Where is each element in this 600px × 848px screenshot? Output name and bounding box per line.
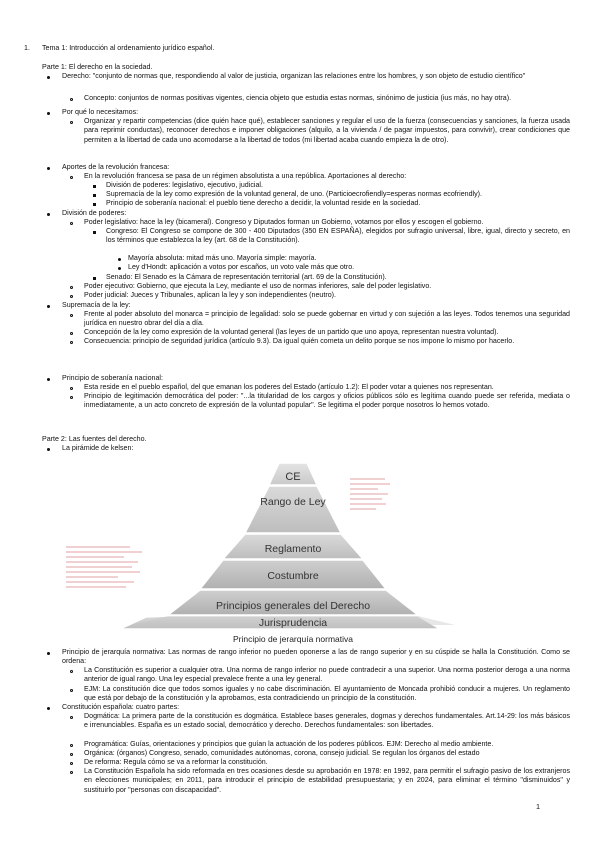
bullet (70, 98, 73, 101)
bullet (47, 652, 50, 655)
text-legislativo: Poder legislativo: hace la ley (bicameral). Congreso y Diputados forman un Gobierno, votamos por ellos y escogen el gobierno. (84, 218, 484, 226)
kelsen-pyramid (60, 455, 520, 645)
bullet (93, 277, 96, 280)
text-supremacia-3: Consecuencia: principio de seguridad jurídica (artículo 9.3). Da igual quién cometa un delito porque se nos impone lo mismo por hacerlo. (84, 337, 515, 345)
list-item: De reforma: Regula cómo se va a reformar la constitución. (84, 758, 268, 766)
text-soberania-2: Principio de legitimación democrática del poder: "...la titularidad de los cargos y oficios públicos sólo es legítima cuando puede ser referida, mediata o inmediatamente, a un acto concreto de expresión de la voluntad popular". Se legitima el poder porque nosotros lo hemos votado. (84, 392, 570, 410)
bullet (70, 689, 73, 692)
bullet (93, 185, 96, 188)
bullet (47, 167, 50, 170)
bullet (118, 258, 121, 261)
bullet (70, 670, 73, 673)
text-soberania-1: Esta reside en el pueblo español, del que emanan los poderes del Estado (artículo 1.2): El poder votar a quienes nos representan. (84, 383, 494, 391)
page-number: 1 (536, 802, 541, 811)
heading-division: División de poderes: (62, 209, 127, 217)
list-item: La Constitución Española ha sido reformada en tres ocasiones desde su aprobación en 1978: en 1992, para permitir el sufragio pasivo de los extranjeros en elecciones municipales; en 2011, para introducir el principio de estabilidad presupuestaria; y en 2024, para eliminar el término "disminuidos" y sustituirlo por "personas con discapacidad". (84, 767, 570, 794)
bullet (70, 716, 73, 719)
text-supremacia-1: Frente al poder absoluto del monarca = principio de legalidad: solo se puede gobernar en virtud y con sujeción a las leyes. Todos tenemos una seguridad jurídica en nuestro obrar del día a día. (84, 310, 570, 328)
heading-piramide: La pirámide de kelsen: (62, 444, 134, 452)
heading-porque: Por qué lo necesitamos: (62, 108, 139, 116)
heading-soberania: Principio de soberanía nacional: (62, 374, 163, 382)
list-number: 1. (24, 44, 30, 52)
text-ejecutivo: Poder ejecutivo: Gobierno, que ejecuta la Ley, mediante el uso de normas inferiores, sale del poder legislativo. (84, 282, 432, 290)
bullet (70, 222, 73, 225)
text-dhondt: Ley d'Hondt: aplicación a votos por escaños, un voto vale más que otro. (128, 263, 355, 271)
text-jerarquia-1: La Constitución es superior a cualquier otra. Una norma de rango inferior no puede contradecir a una superior. Una norma posterior deroga a una norma anterior de igual rango. Una ley especial prevalece frente a una ley general. (84, 666, 570, 684)
bullet (70, 762, 73, 765)
text-jerarquia: Principio de jerarquía normativa: Las normas de rango inferior no pueden oponerse a las de rango superior y en su cúspide se halla la Constitución. Como se ordena: (62, 648, 570, 666)
text-porque: Organizar y repartir competencias (dice quién hace qué), establecer sanciones y regular el uso de la fuerza (consecuencias y sanciones, la fuerza usada para reprimir conductas), reconocer derechos e imponer obligaciones (alquilo, a la vivienda / de pagar impuestos, para convivir), crear condiciones que permiten a la libertad de cada uno acomodarse a la libertad de todos (mi libertad acaba cuando empieza la de otro). (84, 117, 570, 144)
bullet (47, 76, 50, 79)
bullet (47, 378, 50, 381)
definition-concepto: Concepto: conjuntos de normas positivas vigentes, ciencia objeto que estudia estas normas, sinónimo de justicia (ius más, no hay otra). (84, 94, 512, 102)
text-mayoria: Mayoría absoluta: mitad más uno. Mayoría simple: mayoría. (128, 254, 317, 262)
bullet (47, 707, 50, 710)
list-item: Principio de soberanía nacional: el pueblo tiene derecho a decidir, la voluntad reside en la sociedad. (106, 199, 421, 207)
pyramid-label-rango: Rango de Ley (260, 496, 326, 508)
pyramid-label-jurisprudencia: Jurisprudencia (258, 617, 328, 629)
bullet (70, 744, 73, 747)
text-judicial: Poder judicial: Jueces y Tribunales, aplican la ley y son independientes (neutro). (84, 291, 336, 299)
bullet (70, 121, 73, 124)
bullet (70, 753, 73, 756)
bullet (93, 231, 96, 234)
text-congreso: Congreso: El Congreso se compone de 300 - 400 Diputados (350 EN ESPAÑA), elegidos por sufragio universal, libre, igual, directo y secreto, en los términos que establezca la ley (art. 68 de la Constitución). (106, 227, 570, 245)
bullet (47, 448, 50, 451)
bullet (70, 295, 73, 298)
heading-supremacia: Supremacía de la ley: (62, 301, 131, 309)
bullet (70, 387, 73, 390)
bullet (70, 396, 73, 399)
section-title: Parte 1: El derecho en la sociedad. (42, 63, 153, 71)
bullet (47, 112, 50, 115)
list-item: Programática: Guías, orientaciones y principios que guían la actuación de los poderes públicos. EJM: Derecho al medio ambiente. (84, 740, 494, 748)
pyramid-caption: Principio de jerarquía normativa (232, 634, 354, 644)
pyramid-label-ce: CE (285, 471, 301, 483)
pyramid-label-reglamento: Reglamento (264, 543, 322, 555)
list-item: Dogmática: La primera parte de la constitución es dogmática. Establece bases generales, dogmas y derechos fundamentales. Art.14-29: los más básicos e irrenunciables. España es un estado social, democrático y derecho. Derechos fundamentales: son libertades. (84, 712, 570, 730)
pyramid-level-rango-de-ley (245, 486, 341, 533)
bullet (70, 771, 73, 774)
bullet (47, 213, 50, 216)
text-jerarquia-2: EJM: La constitución dice que todos somos iguales y no cabe discriminación. El ayuntamiento de Moncada prohibió conducir a mujeres. Un reglamento que está por debajo de la constitución y la aprobamos, esta contradiciendo un principio de la constitución. (84, 685, 570, 703)
text-supremacia-2: Concepción de la ley como expresión de la voluntad general (las leyes de un partido que uno apoya, representan nuestra voluntad). (84, 328, 499, 336)
pyramid-label-costumbre: Costumbre (267, 570, 319, 582)
bullet (93, 203, 96, 206)
bullet (47, 305, 50, 308)
heading-aportes: Aportes de la revolución francesa: (62, 163, 170, 171)
text-senado: Senado: El Senado es la Cámara de representación territorial (art. 69 de la Constitución). (106, 273, 387, 281)
section-title: Parte 2: Las fuentes del derecho. (42, 435, 147, 443)
bullet (118, 267, 121, 270)
text-aportes: En la revolución francesa se pasa de un régimen absolutista a una república. Aportaciones al derecho: (84, 172, 407, 180)
page-title: Tema 1: Introducción al ordenamiento jurídico español. (42, 44, 215, 52)
bullet (70, 332, 73, 335)
list-item: Orgánica: (órganos) Congreso, senado, comunidades autónomas, corona, consejo judicial. Se regulan los órganos del estado (84, 749, 480, 757)
pyramid-label-principios: Principios generales del Derecho (215, 600, 371, 612)
heading-partes: Constitución española: cuatro partes: (62, 703, 180, 711)
definition-derecho: Derecho: "conjunto de normas que, respondiendo al valor de justicia, organizan las relaciones entre los hombres, y son objeto de estudio científico" (62, 72, 526, 80)
list-item: Supremacía de la ley como expresión de la voluntad general, de uno. (Particioecrofiendly=esperas normas ecofriendly). (106, 190, 482, 198)
bullet (93, 194, 96, 197)
bullet (70, 314, 73, 317)
bullet (70, 341, 73, 344)
list-item: División de poderes: legislativo, ejecutivo, judicial. (106, 181, 263, 189)
bullet (70, 176, 73, 179)
bullet (70, 286, 73, 289)
